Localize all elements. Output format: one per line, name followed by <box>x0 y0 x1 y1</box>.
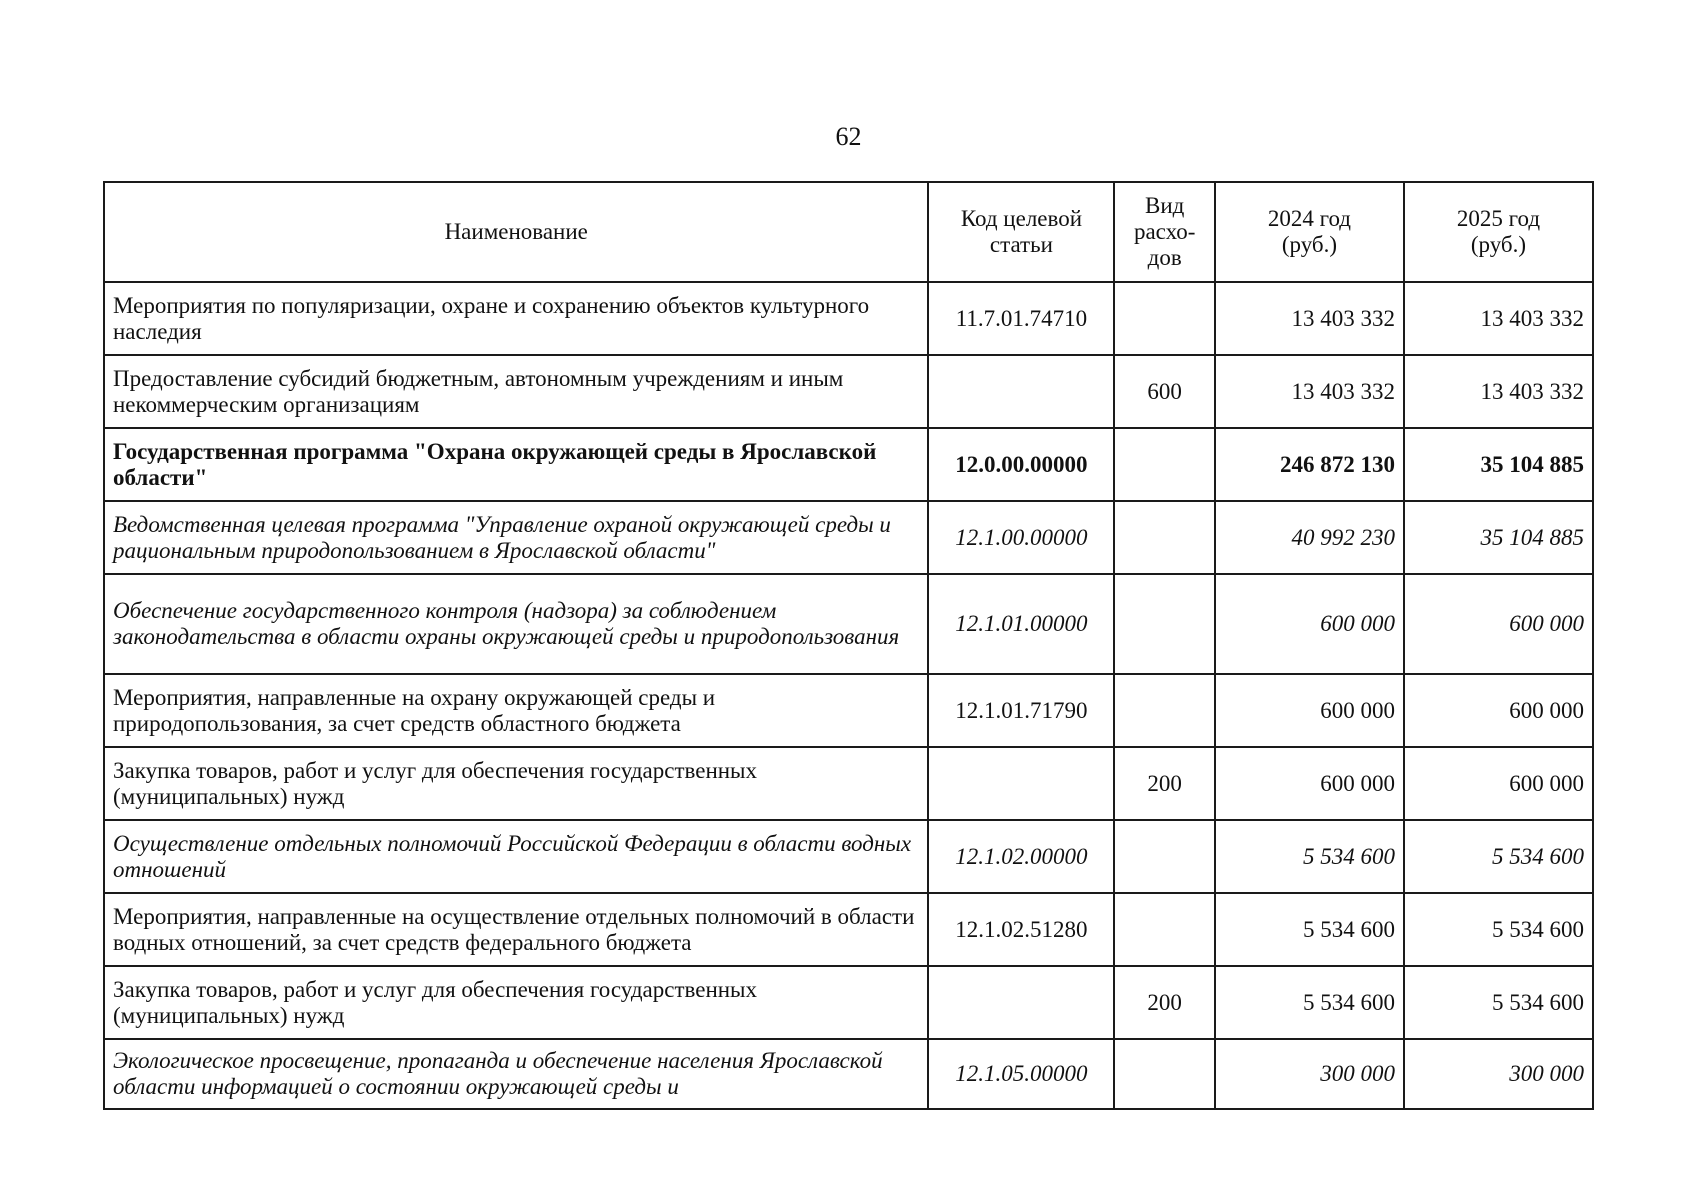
row-amount-2024: 600 000 <box>1215 674 1404 747</box>
table-body <box>104 282 1593 1109</box>
row-target-code <box>928 747 1114 820</box>
row-name: Государственная программа "Охрана окружающей среды в Ярославской области" <box>104 428 928 501</box>
table-row <box>104 966 1593 1039</box>
row-target-code: 12.1.02.51280 <box>928 893 1114 966</box>
row-amount-2025: 35 104 885 <box>1404 428 1593 501</box>
header-type: Вид расхо-дов <box>1114 182 1215 282</box>
page-number: 62 <box>835 122 862 151</box>
row-expense-type <box>1114 428 1215 501</box>
row-name: Закупка товаров, работ и услуг для обеспечения государственных (муниципальных) нужд <box>104 747 928 820</box>
row-target-code <box>928 966 1114 1039</box>
row-amount-2024: 13 403 332 <box>1215 282 1404 355</box>
row-amount-2024: 600 000 <box>1215 574 1404 674</box>
table-row <box>104 501 1593 574</box>
row-target-code: 12.1.05.00000 <box>928 1039 1114 1109</box>
row-amount-2025: 5 534 600 <box>1404 893 1593 966</box>
row-amount-2024: 5 534 600 <box>1215 893 1404 966</box>
row-amount-2025: 35 104 885 <box>1404 501 1593 574</box>
row-amount-2025: 5 534 600 <box>1404 820 1593 893</box>
row-expense-type <box>1114 501 1215 574</box>
header-year-2025: 2025 год (руб.) <box>1404 182 1593 282</box>
row-expense-type <box>1114 574 1215 674</box>
row-amount-2025: 600 000 <box>1404 747 1593 820</box>
row-amount-2025: 13 403 332 <box>1404 355 1593 428</box>
row-name: Мероприятия по популяризации, охране и сохранению объектов культурного наследия <box>104 282 928 355</box>
row-amount-2024: 40 992 230 <box>1215 501 1404 574</box>
row-expense-type: 200 <box>1114 747 1215 820</box>
row-amount-2024: 246 872 130 <box>1215 428 1404 501</box>
row-name: Обеспечение государственного контроля (надзора) за соблюдением законодательства в области охраны окружающей среды и природопользования <box>104 574 928 674</box>
row-amount-2025: 5 534 600 <box>1404 966 1593 1039</box>
table-row <box>104 574 1593 674</box>
row-expense-type <box>1114 674 1215 747</box>
row-target-code: 12.1.01.00000 <box>928 574 1114 674</box>
row-amount-2024: 13 403 332 <box>1215 355 1404 428</box>
row-amount-2024: 300 000 <box>1215 1039 1404 1109</box>
table-row <box>104 1039 1593 1109</box>
row-name: Предоставление субсидий бюджетным, автономным учреждениям и иным некоммерческим организациям <box>104 355 928 428</box>
row-name: Ведомственная целевая программа "Управление охраной окружающей среды и рациональным природопользованием в Ярославской области" <box>104 501 928 574</box>
row-target-code: 12.1.00.00000 <box>928 501 1114 574</box>
row-amount-2025: 600 000 <box>1404 674 1593 747</box>
row-name: Мероприятия, направленные на осуществление отдельных полномочий в области водных отношений, за счет средств федерального бюджета <box>104 893 928 966</box>
header-name: Наименование <box>104 182 928 282</box>
table-header-row <box>104 182 1593 282</box>
row-expense-type <box>1114 893 1215 966</box>
row-amount-2024: 5 534 600 <box>1215 820 1404 893</box>
table-row <box>104 893 1593 966</box>
table-row <box>104 355 1593 428</box>
header-code: Код целевой статьи <box>928 182 1114 282</box>
row-amount-2025: 13 403 332 <box>1404 282 1593 355</box>
row-amount-2025: 300 000 <box>1404 1039 1593 1109</box>
row-target-code <box>928 355 1114 428</box>
table-row <box>104 747 1593 820</box>
table-row <box>104 282 1593 355</box>
table-row <box>104 820 1593 893</box>
row-expense-type: 600 <box>1114 355 1215 428</box>
row-amount-2024: 600 000 <box>1215 747 1404 820</box>
row-name: Закупка товаров, работ и услуг для обеспечения государственных (муниципальных) нужд <box>104 966 928 1039</box>
row-name: Мероприятия, направленные на охрану окружающей среды и природопользования, за счет средств областного бюджета <box>104 674 928 747</box>
row-amount-2024: 5 534 600 <box>1215 966 1404 1039</box>
row-target-code: 12.1.02.00000 <box>928 820 1114 893</box>
row-name: Экологическое просвещение, пропаганда и обеспечение населения Ярославской области информацией о состоянии окружающей среды и <box>104 1039 928 1109</box>
row-expense-type <box>1114 820 1215 893</box>
row-name: Осуществление отдельных полномочий Российской Федерации в области водных отношений <box>104 820 928 893</box>
row-target-code: 12.0.00.00000 <box>928 428 1114 501</box>
table-row <box>104 428 1593 501</box>
budget-table <box>103 181 1594 1110</box>
row-expense-type <box>1114 282 1215 355</box>
row-expense-type: 200 <box>1114 966 1215 1039</box>
row-amount-2025: 600 000 <box>1404 574 1593 674</box>
table-row <box>104 674 1593 747</box>
row-target-code: 11.7.01.74710 <box>928 282 1114 355</box>
header-year-2024: 2024 год (руб.) <box>1215 182 1404 282</box>
row-expense-type <box>1114 1039 1215 1109</box>
row-target-code: 12.1.01.71790 <box>928 674 1114 747</box>
